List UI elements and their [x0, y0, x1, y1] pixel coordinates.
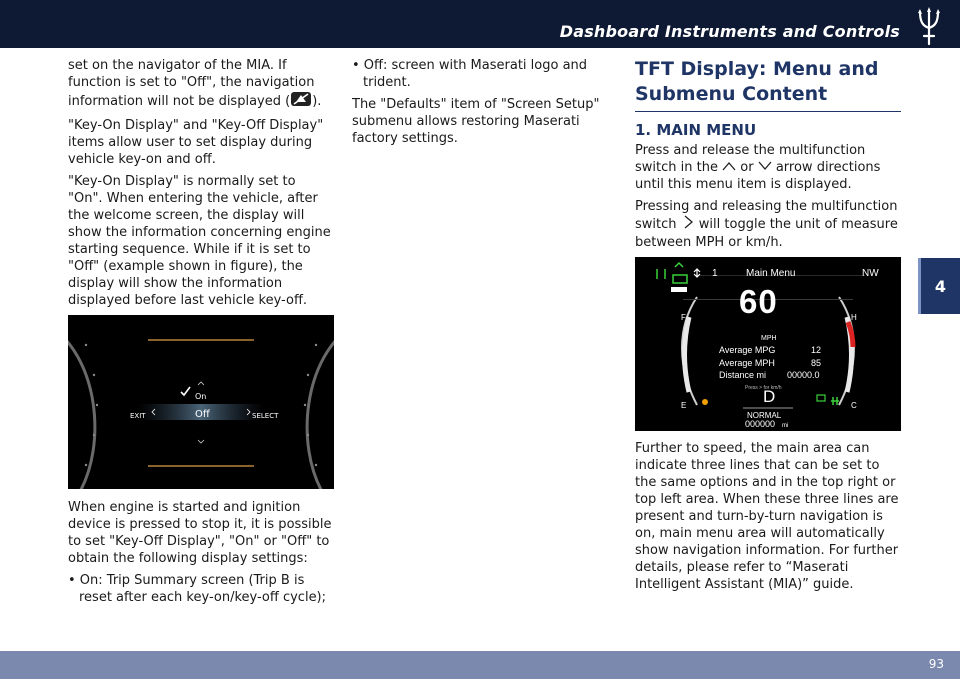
- column-2: [352, 57, 614, 152]
- paragraph-text: arrow directions until this menu item is displayed.: [635, 160, 881, 192]
- paragraph-navigation: [68, 57, 334, 112]
- fuel-full-label: F: [681, 313, 686, 322]
- fuel-empty-label: E: [681, 401, 687, 410]
- temp-hot-label: H: [851, 313, 857, 322]
- paragraph-key-on: "Key-On Display" is normally set to "On". When entering the vehicle, after the welcome screen, the display will show the information concerning engine starting sequence. While if it is set to "Off" (example shown in figure), the display will show the information displayed before last vehicle key-off.: [68, 174, 331, 308]
- paragraph-text: or: [740, 160, 754, 175]
- up-arrow-icon: [722, 159, 736, 176]
- drive-mode: NORMAL: [747, 411, 782, 420]
- column-3: [635, 57, 901, 598]
- page-footer: [0, 651, 960, 679]
- odometer-unit: mi: [782, 423, 789, 429]
- unit-hint: Press > for km/h: [745, 385, 782, 391]
- row3-value: 00000.0: [787, 370, 820, 380]
- row1-value: 12: [811, 345, 822, 355]
- paragraph-text: set on the navigator of the MIA. If function is set to "Off", the navigation information will not be displayed (: [68, 58, 315, 109]
- down-arrow-icon: [758, 159, 772, 176]
- main-menu-figure: [635, 257, 901, 431]
- paragraph-toggle-unit: [635, 198, 901, 251]
- option-on: On: [195, 392, 207, 401]
- paragraph-text: Press and release the multifunction switch in the: [635, 143, 866, 175]
- row2-value: 85: [811, 358, 822, 368]
- row1-label: Average MPG: [719, 345, 776, 355]
- row3-label: Distance mi: [719, 370, 767, 380]
- page-header: [0, 0, 960, 48]
- chapter-tab[interactable]: 4: [918, 258, 960, 314]
- speed-unit: MPH: [761, 335, 777, 342]
- paragraph-key-off: When engine is started and ignition device is pressed to stop it, it is possible to set "Key-Off Display", "On" or "Off" to obtain the following display settings:: [68, 500, 332, 566]
- paragraph-text: will toggle the unit of measure between MPH or km/h.: [635, 217, 898, 250]
- odometer-value: 000000: [745, 419, 776, 429]
- paragraph-text: Pressing and releasing the multifunction switch: [635, 199, 898, 232]
- column-1: [68, 57, 334, 611]
- subsection-title: 1. MAIN MENU: [635, 121, 757, 139]
- paragraph-text: ).: [312, 94, 322, 109]
- navigation-off-icon: [290, 91, 312, 112]
- bullet-on: • On: Trip Summary screen (Trip B is reset after each key-on/key-off cycle);: [68, 573, 327, 605]
- option-off: Off: [195, 409, 210, 420]
- key-on-display-figure: [68, 315, 334, 489]
- speed-value: 60: [739, 283, 778, 320]
- gear-indicator: D: [763, 387, 776, 406]
- section-title: TFT Display: Menu and Submenu Content: [635, 57, 901, 112]
- paragraph-key-display: "Key-On Display" and "Key-Off Display" items allow user to set display during vehicle key-on and off.: [68, 118, 324, 167]
- paragraph-main-area: Further to speed, the main area can indicate three lines that can be set to the same options and in the top right or top left area. When these three lines are present and turn-by-turn navigation is on, main menu area will automatically show navigation information. For further details, please refer to “Maserati Intelligent Assistant (MIA)” guide.: [635, 441, 899, 592]
- paragraph-defaults: The "Defaults" item of "Screen Setup" submenu allows restoring Maserati factory settings.: [352, 97, 600, 146]
- exit-label: EXIT: [130, 412, 146, 420]
- row2-label: Average MPH: [719, 358, 775, 368]
- trip-number: 1: [712, 268, 718, 279]
- bullet-off: • Off: screen with Maserati logo and trident.: [352, 58, 588, 90]
- select-label: SELECT: [252, 412, 279, 420]
- maserati-trident-logo: [912, 6, 946, 46]
- right-arrow-icon: [681, 215, 695, 234]
- temp-cold-label: C: [851, 401, 857, 410]
- header-title: Dashboard Instruments and Controls: [559, 22, 900, 41]
- compass-heading: NW: [862, 268, 879, 279]
- paragraph-arrows: [635, 142, 901, 193]
- menu-title: Main Menu: [746, 268, 796, 279]
- page-number: 93: [928, 657, 944, 671]
